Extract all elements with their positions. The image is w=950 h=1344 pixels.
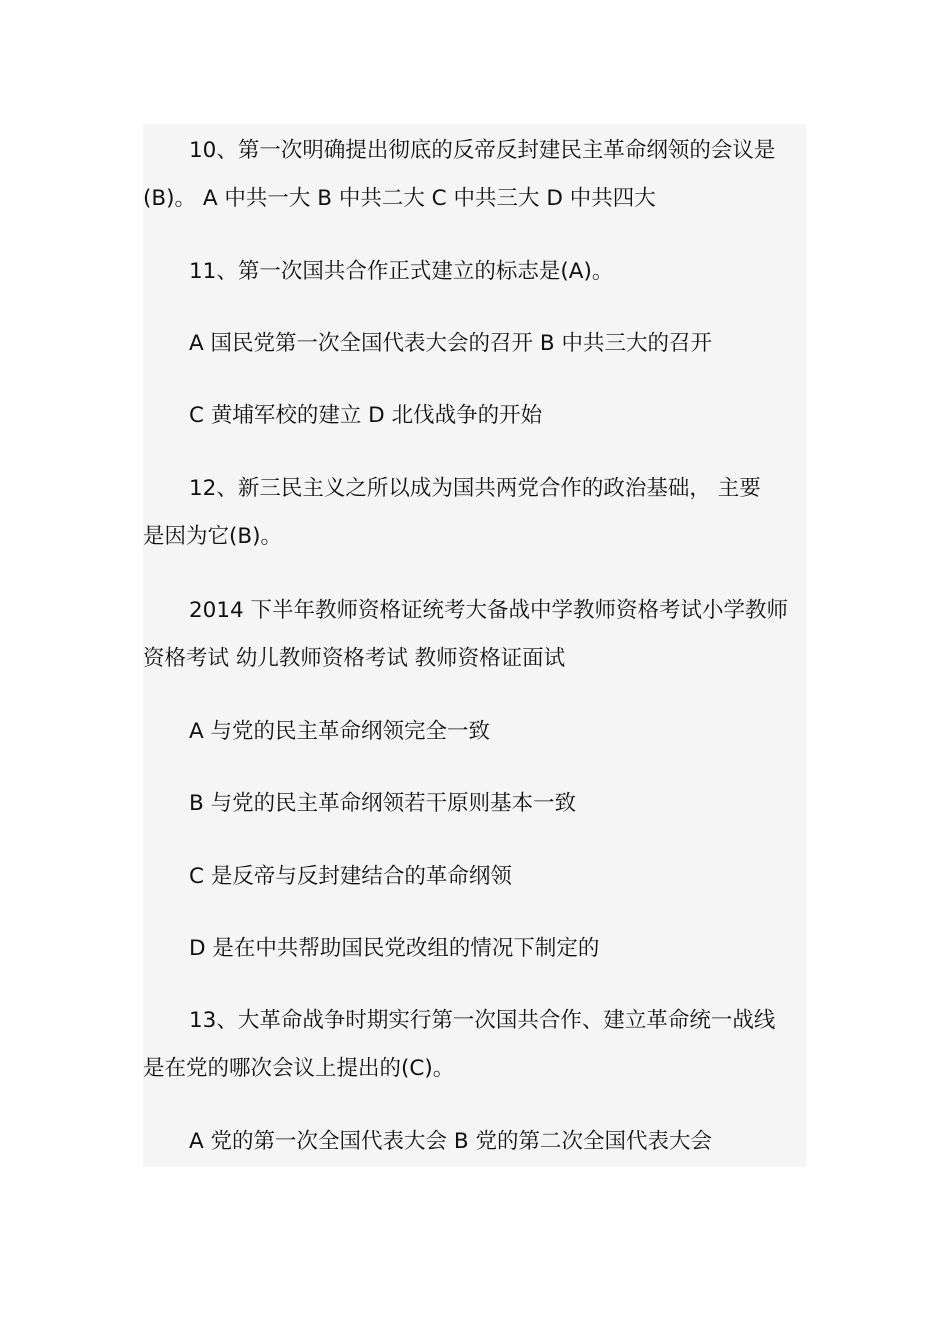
text-line: A 党的第一次全国代表大会 B 党的第二次全国代表大会 <box>189 1129 712 1154</box>
text-line: A 与党的民主革命纲领完全一致 <box>189 719 491 744</box>
text-line: 12、新三民主义之所以成为国共两党合作的政治基础， 主要 <box>189 476 761 501</box>
text-line: A 国民党第一次全国代表大会的召开 B 中共三大的召开 <box>189 331 712 356</box>
advert-note <box>143 587 806 683</box>
text-line: 是在党的哪次会议上提出的(C)。 <box>143 1056 455 1081</box>
question-11 <box>143 248 806 296</box>
text-block <box>143 124 806 1167</box>
text-line: 2014 下半年教师资格证统考大备战中学教师资格考试小学教师 <box>189 598 789 623</box>
text-line: 资格考试 幼儿教师资格考试 教师资格证面试 <box>143 646 566 671</box>
text-line: 11、第一次国共合作正式建立的标志是(A)。 <box>189 259 614 284</box>
question-10 <box>143 127 806 223</box>
text-line: C 是反帝与反封建结合的革命纲领 <box>189 864 512 889</box>
question-12 <box>143 465 806 561</box>
question-12-option-c <box>143 853 806 901</box>
question-13 <box>143 997 806 1093</box>
question-11-options-cd <box>143 392 806 440</box>
text-line: (B)。 A 中共一大 B 中共二大 C 中共三大 D 中共四大 <box>143 186 656 211</box>
question-11-options-ab <box>143 320 806 368</box>
text-line: C 黄埔军校的建立 D 北伐战争的开始 <box>189 403 543 428</box>
text-line: 13、大革命战争时期实行第一次国共合作、建立革命统一战线 <box>189 1008 776 1033</box>
text-line: B 与党的民主革命纲领若干原则基本一致 <box>189 791 577 816</box>
text-line: 是因为它(B)。 <box>143 524 283 549</box>
question-13-options-ab <box>143 1118 806 1166</box>
question-12-option-a <box>143 708 806 756</box>
text-line: D 是在中共帮助国民党改组的情况下制定的 <box>189 936 600 961</box>
question-12-option-d <box>143 925 806 973</box>
question-12-option-b <box>143 780 806 828</box>
text-line: 10、第一次明确提出彻底的反帝反封建民主革命纲领的会议是 <box>189 138 776 163</box>
